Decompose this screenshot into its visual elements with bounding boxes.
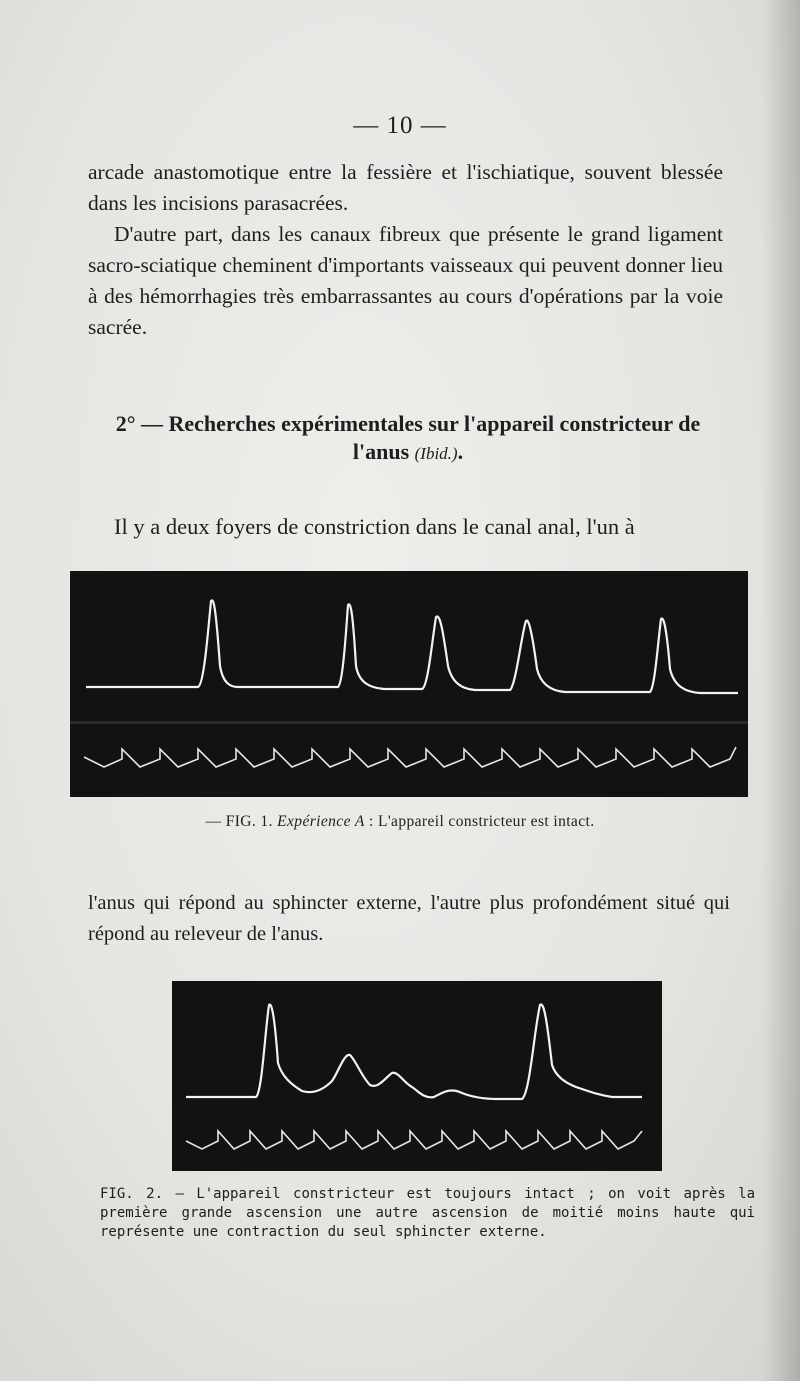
- figure-1-caption: [0, 813, 800, 831]
- section-heading: [88, 410, 728, 468]
- figure-1-graph: [70, 571, 748, 797]
- section-heading-ref: (Ibid.): [414, 444, 458, 463]
- paragraph-3: Il y a deux foyers de constriction dans le canal anal, l'un à: [114, 514, 635, 539]
- page-number: — 10 —: [353, 112, 447, 139]
- figure-1-caption-prefix: — FIG. 1.: [205, 813, 273, 830]
- section-heading-end: .: [457, 439, 464, 464]
- figure-2-tracing: [172, 981, 662, 1171]
- figure-2-graph: [172, 981, 662, 1171]
- figure-2-caption: FIG. 2. — L'appareil constricteur est toujours intact ; on voit après la première grande ascension une autre ascension de moitié moins haute qui représente une contraction du seul sphincter externe.: [100, 1186, 755, 1240]
- paragraph-4: l'anus qui répond au sphincter externe, l'autre plus profondément situé qui répond au releveur de l'anus.: [88, 892, 730, 945]
- paragraph-1: arcade anastomotique entre la fessière et l'ischiatique, souvent blessée dans les incisions parasacrées.: [88, 160, 723, 215]
- figure-1-tracing: [70, 571, 748, 797]
- figure-1-caption-rest: : L'appareil constricteur est intact.: [369, 813, 595, 830]
- section-heading-text: 2° — Recherches expérimentales sur l'appareil constricteur de l'anus: [115, 411, 701, 464]
- paragraph-2: D'autre part, dans les canaux fibreux que présente le grand ligament sacro-sciatique cheminent d'importants vaisseaux qui peuvent donner lieu à des hémorrhagies très embarrassantes au cours d'opérations par la voie sacrée.: [88, 222, 723, 339]
- figure-1-caption-italic: Expérience A: [277, 813, 365, 830]
